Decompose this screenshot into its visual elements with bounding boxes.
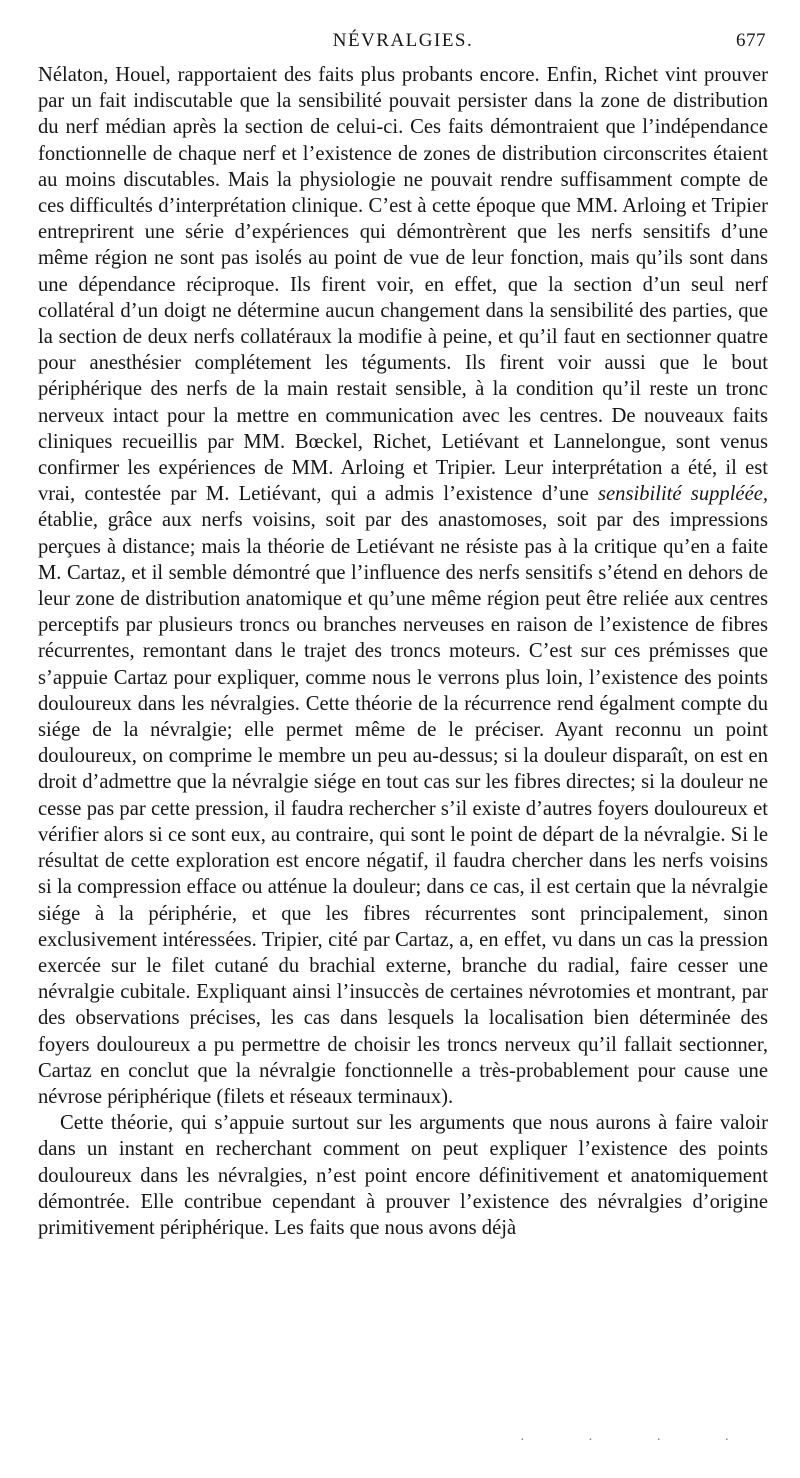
paragraph-2: Cette théorie, qui s’appuie surtout sur les arguments que nous aurons à faire valoir dans un instant en recherchant comment on peut expliquer l’existence des points douloureux dans les névralgies, n’est point encore définitivement et anatomiquement démontrée. Elle contribue cependant à prouver l’existence des névralgies d’origine primitivement périphérique. Les faits que nous avons déjà (38, 1112, 768, 1239)
page-number: 677 (736, 30, 766, 51)
running-title: NÉVRALGIES. (332, 30, 474, 51)
page-header (38, 28, 768, 62)
footer-marks: · · · · (520, 1433, 760, 1448)
paragraph-1-emphasis: sensibilité suppléée, (598, 483, 769, 506)
paragraph-1-text-after: établie, grâce aux nerfs voisins, soit par des anastomoses, soit par des impressions perçues à distance; mais la théorie de Letiévant ne résiste pas à la critique qu’en a faite M. Cartaz, et il semble démontré que l’influence des nerfs sensitifs s’étend en dehors de leur zone de distribution anatomique et qu’une même région peut être reliée aux centres perceptifs par plusieurs troncs ou branches nerveuses en raison de l’existence de fibres récurrentes, remontant dans le trajet des troncs moteurs. C’est sur ces prémisses que s’appuie Cartaz pour expliquer, comme nous le verrons plus loin, l’existence des points douloureux dans les névralgies. Cette théorie de la récurrence rend égalment compte du siége de la névralgie; elle permet même de le préciser. Ayant reconnu un point douloureux, on comprime le membre un peu au-dessus; si la douleur disparaît, on est en droit d’admettre que la névralgie siége en tout cas sur les fibres directes; si la douleur ne cesse pas par cette pression, il faudra rechercher s’il existe d’autres foyers douloureux et vérifier alors si ce sont eux, au contraire, qui sont le point de départ de la névralgie. Si le résultat de cette exploration est encore négatif, il faudra chercher dans les nerfs voisins si la compression efface ou atténue la douleur; dans ce cas, il est certain que la névralgie siége à la périphérie, et que les fibres récurrentes sont principalement, sinon exclusivement intéressées. Tripier, cité par Cartaz, a, en effet, vu dans un cas la pression exercée sur le filet cutané du brachial externe, branche du radial, faire cesser une névralgie cubitale. Expliquant ainsi l’insuccès de certaines névrotomies et montrant, par des observations précises, les cas dans lesquels la localisation bien déterminée des foyers douloureux a pu permettre de choisir les troncs nerveux qu’il fallait sectionner, Cartaz en conclut que la névralgie fonctionnelle a très-probablement pour cause une névrose périphérique (filets et réseaux terminaux). (38, 509, 768, 1108)
book-page (38, 28, 768, 1241)
paragraph-1-text-before: Nélaton, Houel, rapportaient des faits plus probants encore. Enfin, Richet vint prouver par un fait indiscutable que la sensibilité pouvait persister dans la zone de distribution du nerf médian après la section de celui-ci. Ces faits démontraient que l’indépendance fonctionnelle de chaque nerf et l’existence de zones de distribution circonscrites étaient au moins discutables. Mais la physiologie ne pouvait rendre suffisamment compte de ces difficultés d’interprétation clinique. C’est à cette époque que MM. Arloing et Tripier entreprirent une série d’expériences qui démontrèrent que les nerfs sensitifs d’une même région ne sont pas isolés au point de vue de leur fonction, mais qu’ils sont dans une dépendance réciproque. Ils firent voir, en effet, que la section d’un seul nerf collatéral d’un doigt ne détermine aucun changement dans la sensibilité des parties, que la section de deux nerfs collatéraux la modifie à peine, et qu’il faut en sectionner quatre pour anesthésier complétement les téguments. Ils firent voir aussi que le bout périphérique des nerfs de la main restait sensible, à la condition qu’il reste un tronc nerveux intact pour la mettre en communication avec les centres. De nouveaux faits cliniques recueillis par MM. Bœckel, Richet, Letiévant et Lannelongue, sont venus confirmer les expériences de MM. Arloing et Tripier. Leur interprétation a été, il est vrai, contestée par M. Letiévant, qui a admis l’existence d’une (38, 64, 768, 506)
body-text (38, 62, 768, 1241)
paragraph-1 (38, 62, 768, 1110)
